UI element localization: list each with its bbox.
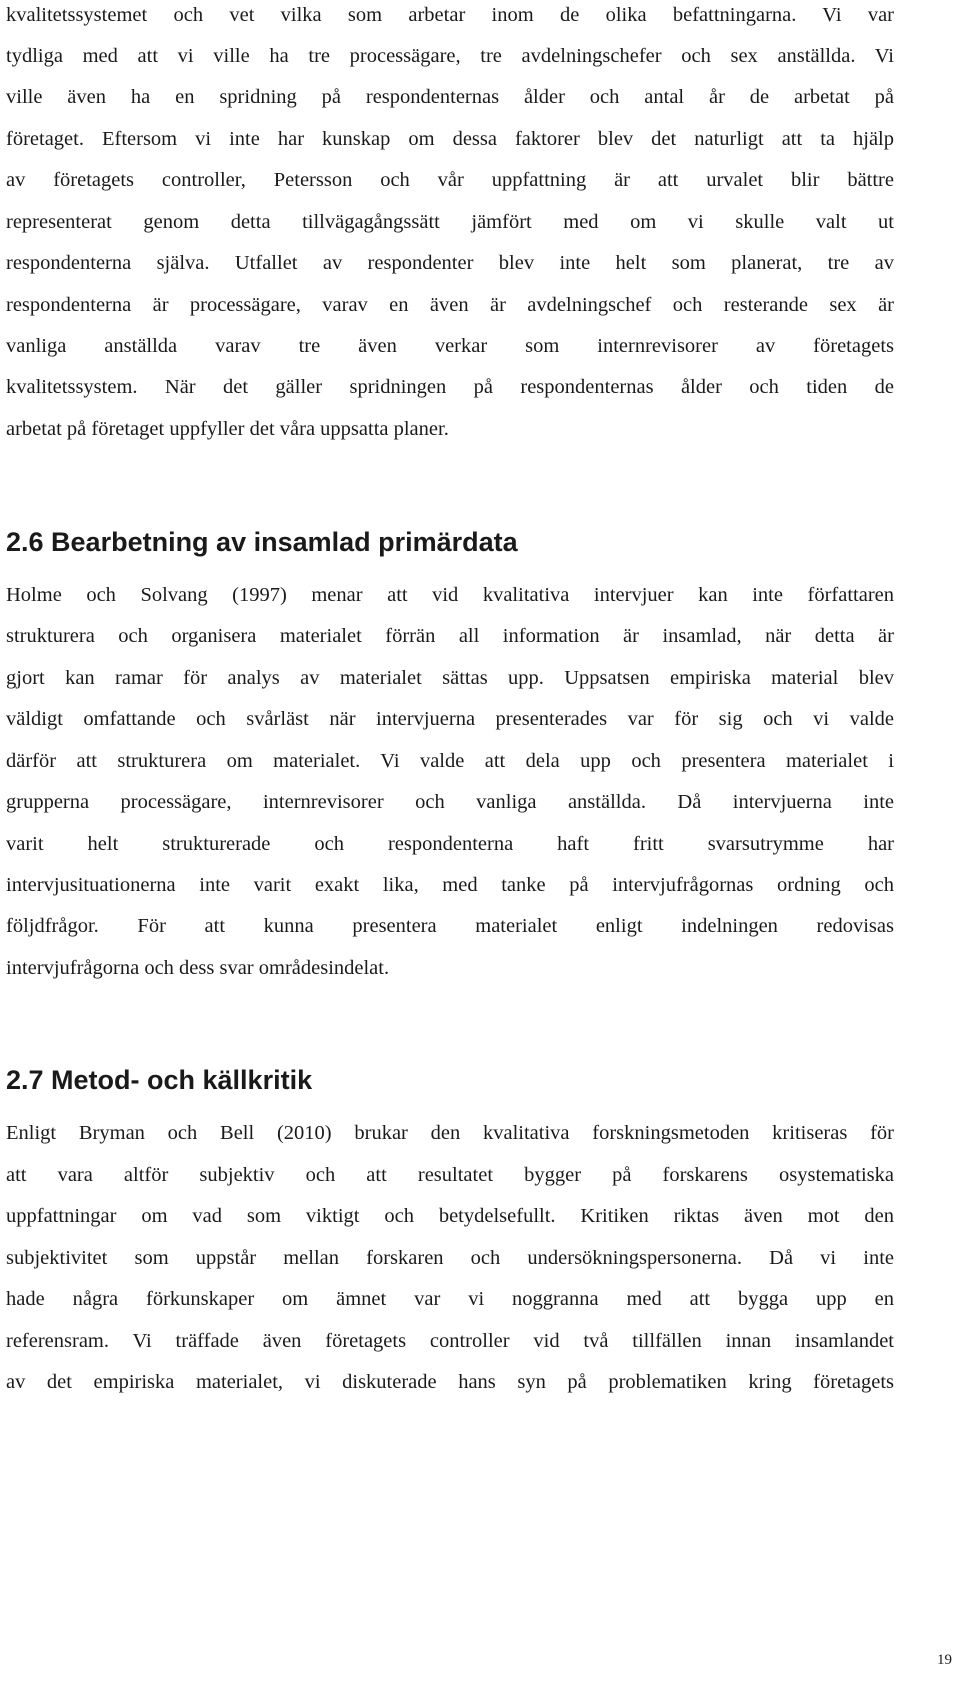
section-heading-2-7: 2.7 Metod- och källkritik [6, 1065, 313, 1095]
text-line: följdfrågor. För att kunna presentera materialet enligt indelningen redovisas [6, 915, 894, 937]
text-line: av det empiriska materialet, vi diskuterade hans syn på problematiken kring företagets [6, 1371, 894, 1393]
text-line: gjort kan ramar för analys av materialet sättas upp. Uppsatsen empiriska material blev [6, 667, 894, 689]
text-line: referensram. Vi träffade även företagets controller vid två tillfällen innan insamlandet [6, 1330, 894, 1352]
text-line: representerat genom detta tillvägagångssätt jämfört med om vi skulle valt ut [6, 211, 894, 233]
text-line: kvalitetssystem. När det gäller spridningen på respondenternas ålder och tiden de [6, 376, 894, 398]
text-line: intervjufrågorna och dess svar områdesindelat. [6, 957, 390, 979]
text-line: företaget. Eftersom vi inte har kunskap om dessa faktorer blev det naturligt att ta hjälp [6, 128, 894, 150]
text-line: Holme och Solvang (1997) menar att vid kvalitativa intervjuer kan inte författaren [6, 584, 894, 606]
text-line: grupperna processägare, internrevisorer och vanliga anställda. Då intervjuerna inte [6, 791, 894, 813]
text-line: respondenterna själva. Utfallet av respondenter blev inte helt som planerat, tre av [6, 252, 894, 274]
text-line: kvalitetssystemet och vet vilka som arbetar inom de olika befattningarna. Vi var [6, 4, 894, 26]
text-line: tydliga med att vi ville ha tre processägare, tre avdelningschefer och sex anställda. Vi [6, 45, 894, 67]
text-line: varit helt strukturerade och respondenterna haft fritt svarsutrymme har [6, 833, 894, 855]
text-line: vanliga anställda varav tre även verkar som internrevisorer av företagets [6, 335, 894, 357]
page-number: 19 [937, 1652, 952, 1668]
text-line: strukturera och organisera materialet förrän all information är insamlad, när detta är [6, 625, 894, 647]
text-line: arbetat på företaget uppfyller det våra uppsatta planer. [6, 418, 449, 440]
text-line: av företagets controller, Petersson och vår uppfattning är att urvalet blir bättre [6, 169, 894, 191]
text-line: hade några förkunskaper om ämnet var vi noggranna med att bygga upp en [6, 1288, 894, 1310]
text-line: att vara altför subjektiv och att resultatet bygger på forskarens osystematiska [6, 1164, 894, 1186]
text-line: uppfattningar om vad som viktigt och betydelsefullt. Kritiken riktas även mot den [6, 1205, 894, 1227]
text-line: ville även ha en spridning på respondenternas ålder och antal år de arbetat på [6, 86, 894, 108]
text-line: subjektivitet som uppstår mellan forskaren och undersökningspersonerna. Då vi inte [6, 1247, 894, 1269]
text-line: intervjusituationerna inte varit exakt lika, med tanke på intervjufrågornas ordning och [6, 874, 894, 896]
text-line: respondenterna är processägare, varav en även är avdelningschef och resterande sex är [6, 294, 894, 316]
text-line: väldigt omfattande och svårläst när intervjuerna presenterades var för sig och vi valde [6, 708, 894, 730]
section-heading-2-6: 2.6 Bearbetning av insamlad primärdata [6, 527, 518, 557]
text-line: Enligt Bryman och Bell (2010) brukar den kvalitativa forskningsmetoden kritiseras för [6, 1122, 894, 1144]
text-line: därför att strukturera om materialet. Vi valde att dela upp och presentera materialet i [6, 750, 894, 772]
